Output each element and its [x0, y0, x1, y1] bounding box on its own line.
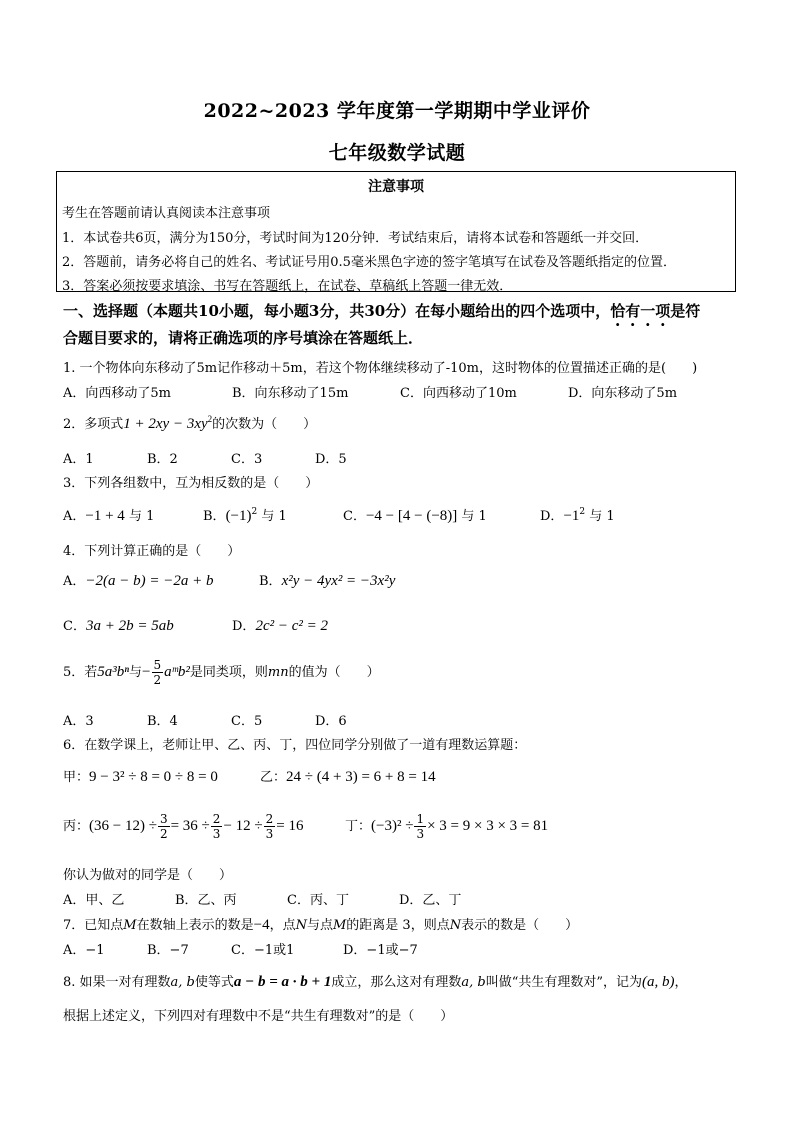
q3-c-math: −4 − [4 − (−8)] [365, 508, 458, 524]
section-header-text: 一、选择题（本题共10小题，每小题3分，共30分）在每小题给出的四个选项中， [63, 302, 611, 320]
q2-option-b: B．2 [147, 452, 178, 467]
q5-text: 与 [129, 665, 143, 680]
q7-option-a: A．−1 [63, 943, 105, 958]
q5-term1: 5a³bⁿ [97, 664, 130, 680]
q3-a-tail: 与 1 [128, 509, 155, 524]
q8-pair: (a, b) [642, 974, 675, 990]
q6-ding [345, 812, 548, 841]
notice-heading: 注意事项 [368, 179, 424, 195]
fraction-numerator: 2 [212, 812, 221, 826]
q2-poly-exp: 2 [207, 414, 213, 424]
q8-line1 [63, 971, 688, 991]
q8-text: ， [674, 975, 688, 990]
q6-jia-math: 9 − 3² ÷ 8 = 0 ÷ 8 = 0 [89, 769, 218, 785]
q3-option-d [540, 505, 615, 525]
q8-line2: 根据上述定义，下列四对有理数中不是“共生有理数对”的是（ ） [63, 1009, 454, 1024]
q6-bing-math: = 16 [276, 818, 304, 834]
q8-ab: a, b [461, 975, 486, 990]
option-label: A． [63, 574, 86, 589]
emphasis-char: 恰 [610, 302, 626, 320]
option-label: C． [63, 619, 86, 634]
q1-option-b: B．向东移动了15m [232, 386, 349, 401]
q6-jia-label: 甲： [63, 770, 90, 785]
q4-c-math: 3a + 2b = 5ab [85, 618, 174, 634]
q6-yi-math: 24 ÷ (4 + 3) = 6 + 8 = 14 [286, 769, 436, 785]
q6-ask: 你认为做对的同学是（ ） [63, 868, 233, 883]
q4-option-c [63, 615, 174, 635]
option-label: D． [540, 509, 564, 524]
q8-text: 使等式 [194, 975, 234, 990]
q3-stem: 3．下列各组数中，互为相反数的是（ ） [63, 476, 319, 491]
q2-stem-text: 2．多项式 [63, 417, 124, 432]
notice-item-3: 3．答案必须按要求填涂、书写在答题纸上，在试卷、草稿纸上答题一律无效． [62, 279, 513, 294]
option-label: C． [343, 509, 366, 524]
q4-b-math: x²y − 4yx² = −3x²y [281, 573, 396, 589]
q6-bing-label: 丙： [63, 819, 90, 834]
q2-option-c: C．3 [231, 452, 263, 467]
q4-option-b [259, 570, 395, 590]
q2-polynomial [123, 416, 212, 432]
q5-text: 是同类项，则 [189, 665, 268, 680]
q6-option-d: D．乙、丁 [399, 893, 462, 908]
q7-text: 与点 [306, 918, 333, 933]
fraction [414, 812, 426, 841]
q6-option-a: A．甲、乙 [63, 893, 125, 908]
section-header-line2: 合题目要求的，请将正确选项的序号填涂在答题纸上． [63, 329, 424, 347]
fraction-numerator: 5 [153, 658, 162, 672]
q6-bing-math: − 12 ÷ [223, 818, 263, 834]
q3-option-b [203, 505, 287, 525]
q7-option-d: D．−1或−7 [343, 943, 418, 958]
q7-text: 的距离是 3，则点 [346, 918, 450, 933]
fraction-numerator: 1 [416, 812, 425, 826]
q3-option-a [63, 505, 154, 525]
q3-d-math: −1 [563, 508, 580, 524]
q1-option-a: A．向西移动了5m [63, 386, 171, 401]
q3-option-c [343, 505, 487, 525]
fraction [264, 812, 276, 841]
q6-ding-math: × 3 = 9 × 3 × 3 = 81 [427, 818, 549, 834]
fraction-denominator: 2 [159, 827, 168, 841]
q2-option-a: A．1 [63, 452, 94, 467]
exam-subtitle: 七年级数学试题 [328, 142, 466, 164]
q7-value: −4 [253, 917, 270, 933]
q7-point-n: N [449, 918, 462, 933]
q7-stem [63, 914, 578, 934]
q6-jia [63, 766, 218, 786]
q1-option-d: D．向东移动了5m [568, 386, 678, 401]
section-header-line1 [63, 300, 700, 321]
q8-ab: a, b [170, 975, 195, 990]
q5-stem [63, 658, 380, 687]
q5-fraction [152, 658, 164, 687]
q5-option-a: A．3 [63, 714, 94, 729]
q4-option-a [63, 570, 214, 590]
fraction-denominator: 3 [265, 827, 274, 841]
q7-text: 7．已知点 [63, 918, 124, 933]
q6-ding-math: (−3)² ÷ [371, 818, 414, 834]
q7-text: 表示的数是（ ） [461, 918, 579, 933]
q6-yi [260, 766, 436, 786]
q7-point-m: M [332, 918, 347, 933]
q4-d-math: 2c² − c² = 2 [255, 618, 328, 634]
q3-c-tail: 与 1 [461, 509, 487, 524]
q7-point-m: M [123, 918, 137, 933]
q8-text: 叫做“共生有理数对”，记为 [485, 975, 642, 990]
q8-equation: a − b = a · b + 1 [233, 974, 332, 990]
fraction-denominator: 2 [153, 673, 162, 687]
q3-b-exp: 2 [251, 507, 258, 517]
option-label: B． [259, 574, 282, 589]
q6-bing [63, 812, 304, 841]
q4-option-d [232, 615, 328, 635]
q5-option-d: D．6 [315, 714, 347, 729]
q6-option-c: C．丙、丁 [287, 893, 349, 908]
q8-text: 成立，那么这对有理数 [331, 975, 462, 990]
q5-text: 的值为（ ） [288, 665, 380, 680]
q7-text: ，点 [269, 918, 296, 933]
q7-point-n: N [295, 918, 307, 933]
q3-d-exp: 2 [579, 507, 586, 517]
q5-sign: − [142, 664, 151, 680]
q6-stem: 6．在数学课上，老师让甲、乙、丙、丁，四位同学分别做了一道有理数运算题： [63, 738, 527, 753]
section-header-text: 是符 [670, 302, 701, 320]
emphasis-char: 有 [625, 302, 641, 320]
q3-a-math: −1 + 4 [85, 508, 125, 524]
q7-option-c: C．−1或1 [231, 943, 295, 958]
fraction-denominator: 3 [416, 827, 425, 841]
notice-box [56, 171, 736, 292]
option-label: B． [203, 509, 226, 524]
fraction [211, 812, 223, 841]
q3-d-tail: 与 1 [589, 509, 615, 524]
q2-poly-body: 1 + 2xy − 3xy [123, 416, 208, 432]
q1-stem: 1. 一个物体向东移动了5m记作移动＋5m，若这个物体继续移动了-10m，这时物体的位置描述正确的是( ) [63, 361, 698, 376]
q2-stem-tail: 的次数为（ ） [212, 417, 317, 432]
notice-intro: 考生在答题前请认真阅读本注意事项 [62, 206, 271, 221]
q6-bing-math: (36 − 12) ÷ [89, 818, 157, 834]
q5-option-c: C．5 [231, 714, 263, 729]
exam-title: 2022~2023 学年度第一学期期中学业评价 [203, 100, 591, 122]
q5-option-b: B．4 [147, 714, 178, 729]
emphasis-char: 一 [640, 302, 656, 320]
q7-text: 在数轴上表示的数是 [136, 918, 254, 933]
q6-bing-math: = 36 ÷ [170, 818, 210, 834]
q3-b-math: (−1) [225, 508, 252, 524]
q4-stem: 4．下列计算正确的是（ ） [63, 544, 241, 559]
fraction-numerator: 3 [159, 812, 168, 826]
q8-text: 8. 如果一对有理数 [63, 975, 171, 990]
q6-option-b: B．乙、丙 [175, 893, 237, 908]
q4-a-math: −2(a − b) = −2a + b [85, 573, 214, 589]
notice-item-1: 1．本试卷共6页，满分为150分，考试时间为120分钟．考试结束后，请将本试卷和答题纸一并交回． [62, 231, 649, 246]
fraction [158, 812, 170, 841]
q3-b-tail: 与 1 [261, 509, 287, 524]
option-label: A． [63, 509, 86, 524]
emphasis-char: 项 [655, 302, 671, 320]
q1-option-c: C．向西移动了10m [400, 386, 517, 401]
q5-text: 5．若 [63, 665, 98, 680]
q6-ding-label: 丁： [345, 819, 372, 834]
notice-item-2: 2．答题前，请务必将自己的姓名、考试证号用0.5毫米黑色字迹的签字笔填写在试卷及答题纸指定的位置． [62, 255, 676, 270]
q6-yi-label: 乙： [260, 770, 287, 785]
fraction-denominator: 3 [212, 827, 221, 841]
q2-option-d: D．5 [315, 452, 347, 467]
option-label: D． [232, 619, 256, 634]
q2-stem [63, 413, 316, 433]
fraction-numerator: 2 [265, 812, 274, 826]
q5-var: mn [267, 665, 289, 680]
q5-term2: aᵐb² [164, 664, 190, 680]
q7-option-b: B．−7 [147, 943, 189, 958]
